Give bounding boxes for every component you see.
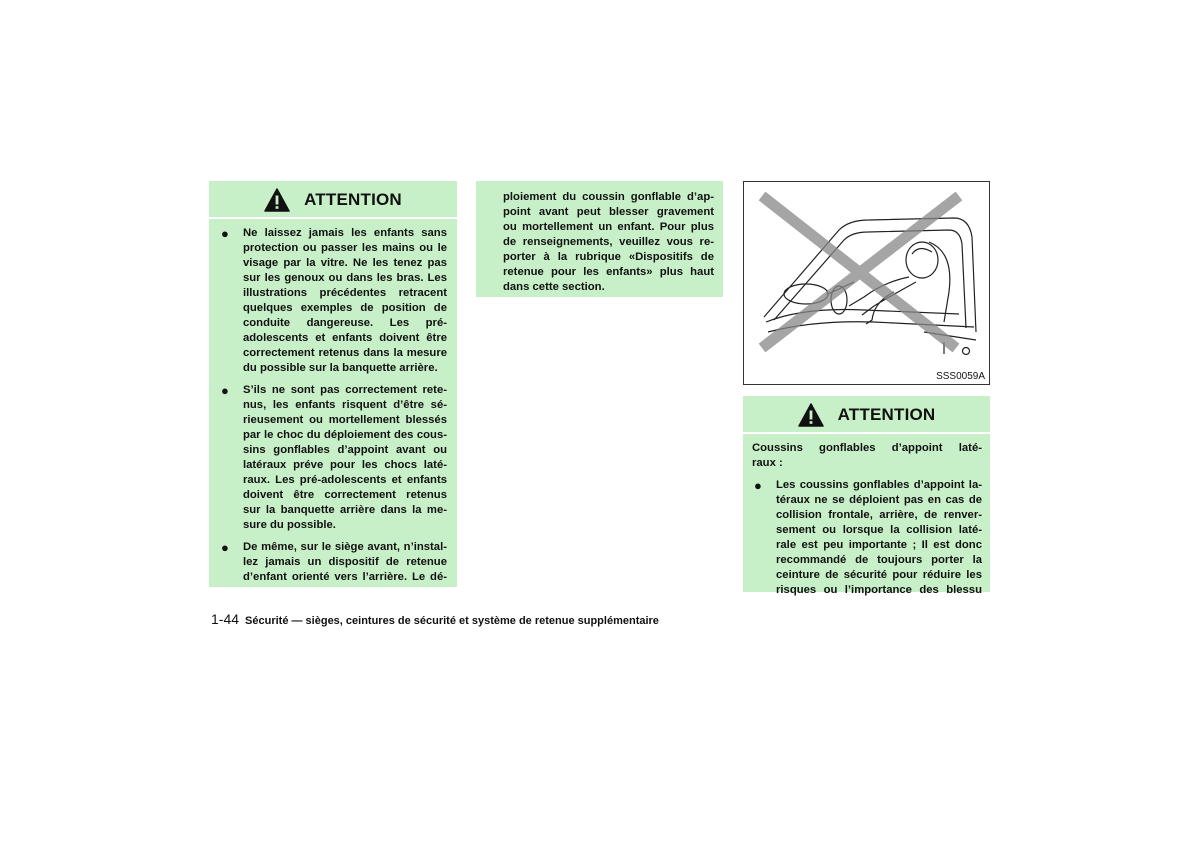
text-line: collision frontale, arrière, de renver- [776, 509, 982, 521]
text-line: S’ils ne sont pas correctement rete- [243, 384, 447, 396]
text-line: risques ou l’importance des blessu [776, 584, 982, 596]
text-line: illustrations précédentes retracent [243, 287, 447, 299]
intro-paragraph [752, 441, 982, 471]
text-line: ou mortellement un enfant. Pour plus [503, 221, 714, 233]
bullet-item [219, 383, 447, 533]
text-line: dans cette section. [503, 281, 605, 293]
attention-box-left [209, 181, 457, 587]
text-line: Coussins gonflables d’appoint laté- [752, 442, 982, 454]
text-line: sure du possible. [243, 519, 336, 531]
text-line: du possible sur la banquette arrière. [243, 362, 438, 374]
bullet-text [243, 540, 447, 585]
bullet-text [776, 478, 982, 598]
text-line: sur la banquette arrière dans la me- [243, 504, 447, 516]
section-title: Sécurité — sièges, ceintures de sécurité et système de retenue supplémentaire [245, 615, 659, 627]
text-line: Les coussins gonflables d’appoint la- [776, 479, 982, 491]
attention-box-continued [476, 181, 723, 297]
text-line: adolescents et enfants doivent être [243, 332, 447, 344]
attention-body [752, 441, 982, 605]
bullet-dot: ● [754, 478, 762, 493]
figure-caption: SSS0059A [936, 371, 985, 382]
text-line: recommandé de toujours porter la [776, 554, 982, 566]
bullet-item [219, 226, 447, 376]
text-line: téraux ne se déploient pas en cas de [776, 494, 982, 506]
text-line: visage par la vitre. Ne les tenez pas [243, 257, 447, 269]
attention-title: ATTENTION [837, 405, 936, 424]
warning-triangle-icon [798, 403, 824, 427]
text-line: sement ou lorsque la collision laté- [776, 524, 982, 536]
text-line: nus, les enfants risquent d’être sé- [243, 399, 447, 411]
bullet-text [243, 226, 447, 376]
text-line: De même, sur le siège avant, n’instal- [243, 541, 447, 553]
bullet-item [219, 540, 447, 585]
text-line: ploiement du coussin gonflable d’ap- [503, 191, 714, 203]
text-line: point avant peut blesser gravement [503, 206, 714, 218]
text-line: sur les genoux ou dans les bras. Les [243, 272, 447, 284]
text-line: rieusement ou mortellement blessés [243, 414, 447, 426]
text-line: raux. Les pré-adolescents et enfants [243, 474, 447, 486]
text-line: de renseignements, veuillez vous re- [503, 236, 714, 248]
text-line: retenue pour les enfants» plus haut [503, 266, 714, 278]
text-line: sins gonflables d’appoint avant ou [243, 444, 447, 456]
text-line: ceinture de sécurité pour réduire les [776, 569, 982, 581]
attention-header [209, 183, 457, 219]
text-line: protection ou passer les mains ou le [243, 242, 447, 254]
text-line: porter à la rubrique «Dispositifs de [503, 251, 714, 263]
page-footer [211, 611, 659, 627]
illustration-figure [743, 181, 990, 385]
child-in-front-seat-illustration [744, 182, 989, 384]
text-line: latéraux préve pour les chocs laté- [243, 459, 447, 471]
bullet-text [243, 383, 447, 533]
warning-triangle-icon [264, 188, 290, 212]
text-line: d’enfant orienté vers l’arrière. Le dé- [243, 571, 447, 583]
text-line: doivent être correctement retenus [243, 489, 447, 501]
text-line: quelques exemples de position de [243, 302, 447, 314]
text-line: rale est peu importante ; Il est donc [776, 539, 982, 551]
text-line: par le choc du déploiement des cous- [243, 429, 447, 441]
attention-header [743, 398, 990, 434]
bullet-dot: ● [221, 540, 229, 555]
attention-box-right [743, 396, 990, 596]
page-number: 1-44 [211, 611, 240, 627]
text-line: correctement retenus dans la mesure [243, 347, 447, 359]
bullet-item [752, 478, 982, 598]
attention-title: ATTENTION [304, 190, 402, 209]
bullet-dot: ● [221, 226, 229, 241]
text-line: conduite dangereuse. Les pré- [243, 317, 447, 329]
bullet-dot: ● [221, 383, 229, 398]
text-line: lez jamais un dispositif de retenue [243, 556, 447, 568]
attention-body [219, 226, 447, 592]
text-line: Ne laissez jamais les enfants sans [243, 227, 447, 239]
text-line: raux : [752, 457, 783, 469]
continued-text [503, 190, 714, 295]
